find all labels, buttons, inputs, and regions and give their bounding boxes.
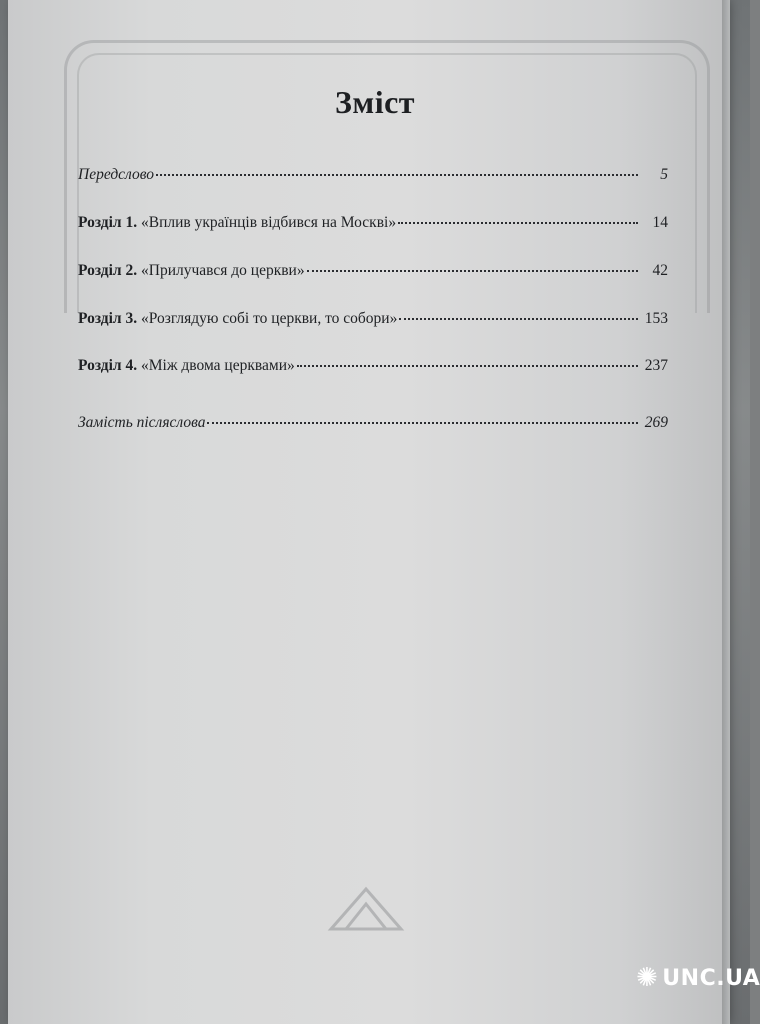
- dot-leader: [297, 365, 638, 367]
- site-watermark: [636, 965, 760, 991]
- toc-page-number: 14: [652, 214, 668, 231]
- chapter-number: Розділ 4.: [78, 357, 138, 374]
- toc-page-number: 42: [652, 262, 668, 279]
- chapter-title: «Між двома церквами»: [137, 357, 295, 374]
- toc-page-number: 237: [644, 357, 668, 374]
- dot-leader: [399, 318, 638, 320]
- toc-entry-label: Замість післяслова: [78, 414, 206, 431]
- toc-page-number: 269: [644, 414, 668, 431]
- chapter-number: Розділ 1.: [78, 214, 138, 231]
- chapter-title: «Прилучався до церкви»: [137, 262, 305, 279]
- chapter-title: «Розглядую собі то церкви, то собори»: [137, 310, 398, 327]
- chapter-number: Розділ 3.: [78, 310, 138, 327]
- dot-leader: [156, 174, 638, 176]
- toc-page-number: 5: [660, 166, 668, 183]
- toc-entry-chapter-2: [78, 262, 668, 280]
- ornament-icon: [326, 884, 406, 934]
- toc-entry-chapter-3: [78, 310, 668, 328]
- dot-leader: [398, 222, 638, 224]
- page-edge: [722, 0, 730, 1024]
- chapter-number: Розділ 2.: [78, 262, 138, 279]
- toc-entry-foreword: [78, 166, 668, 184]
- chapter-title: «Вплив українців відбився на Москві»: [137, 214, 397, 231]
- toc-entry-chapter-4: [78, 357, 668, 375]
- toc-entry-afterword: [78, 414, 668, 432]
- dot-leader: [307, 270, 638, 272]
- page-title: Зміст: [335, 84, 415, 120]
- sun-icon: ✺: [636, 963, 659, 993]
- toc-entry-chapter-1: [78, 214, 668, 232]
- dot-leader: [207, 422, 638, 424]
- toc-page-number: 153: [644, 310, 668, 327]
- book-page: [8, 0, 726, 1024]
- toc-entry-label: Передслово: [78, 166, 155, 183]
- watermark-text: UNC.UA: [662, 965, 760, 991]
